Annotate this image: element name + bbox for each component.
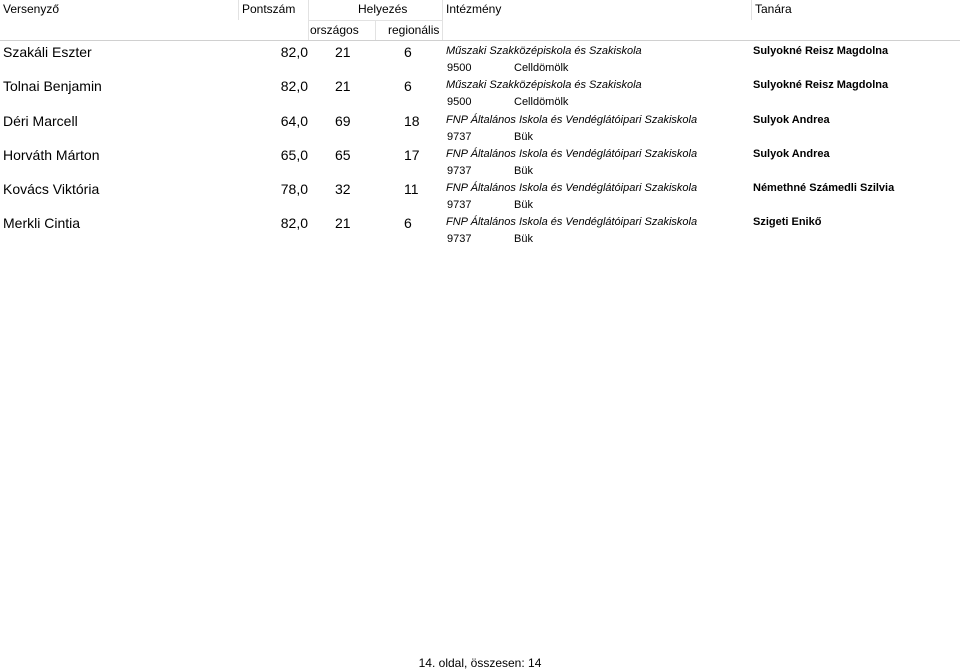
teacher: Sulyokné Reisz Magdolna xyxy=(753,79,889,91)
national-rank: 32 xyxy=(335,181,351,197)
institution: Műszaki Szakközépiskola és Szakiskola xyxy=(446,79,642,91)
teacher: Sulyokné Reisz Magdolna xyxy=(753,45,889,57)
header-pontszam: Pontszám xyxy=(242,2,296,16)
score: 82,0 xyxy=(280,78,308,94)
zip-code: 9500 xyxy=(447,96,472,108)
score: 82,0 xyxy=(280,215,308,231)
teacher: Sulyok Andrea xyxy=(753,114,830,126)
header-helyezes: Helyezés xyxy=(358,2,408,16)
header-divider xyxy=(375,20,376,40)
regional-rank: 6 xyxy=(404,215,412,231)
competitor-name: Kovács Viktória xyxy=(3,181,100,197)
national-rank: 21 xyxy=(335,78,351,94)
competitor-name: Merkli Cintia xyxy=(3,215,81,231)
teacher: Sulyok Andrea xyxy=(753,148,830,160)
zip-code: 9737 xyxy=(447,233,472,245)
national-rank: 65 xyxy=(335,147,351,163)
institution: Műszaki Szakközépiskola és Szakiskola xyxy=(446,45,642,57)
header-divider xyxy=(308,20,309,40)
table-row xyxy=(0,42,960,76)
table-row xyxy=(0,145,960,179)
header-intezmeny: Intézmény xyxy=(446,2,502,16)
institution: FNP Általános Iskola és Vendéglátóipari Szakiskola xyxy=(446,216,698,228)
header-versenyzo: Versenyző xyxy=(3,2,60,16)
table-header xyxy=(0,0,960,41)
city: Celldömölk xyxy=(514,96,569,108)
zip-code: 9737 xyxy=(447,199,472,211)
header-divider xyxy=(442,20,443,40)
header-divider xyxy=(238,0,239,20)
zip-code: 9500 xyxy=(447,62,472,74)
teacher: Szigeti Enikő xyxy=(753,216,822,228)
zip-code: 9737 xyxy=(447,131,472,143)
header-orszagos: országos xyxy=(310,23,359,37)
institution: FNP Általános Iskola és Vendéglátóipari Szakiskola xyxy=(446,148,698,160)
competitor-name: Szakáli Eszter xyxy=(3,44,92,60)
city: Celldömölk xyxy=(514,62,569,74)
national-rank: 69 xyxy=(335,113,351,129)
header-divider xyxy=(442,0,443,20)
header-subline xyxy=(308,20,442,21)
institution: FNP Általános Iskola és Vendéglátóipari Szakiskola xyxy=(446,182,698,194)
regional-rank: 6 xyxy=(404,44,412,60)
city: Bük xyxy=(514,199,533,211)
regional-rank: 18 xyxy=(404,113,420,129)
table-row xyxy=(0,111,960,145)
national-rank: 21 xyxy=(335,215,351,231)
regional-rank: 6 xyxy=(404,78,412,94)
table-row xyxy=(0,213,960,247)
table-row xyxy=(0,76,960,110)
competitor-name: Déri Marcell xyxy=(3,113,78,129)
zip-code: 9737 xyxy=(447,165,472,177)
competitor-name: Tolnai Benjamin xyxy=(3,78,102,94)
score: 64,0 xyxy=(280,113,308,129)
city: Bük xyxy=(514,165,533,177)
institution: FNP Általános Iskola és Vendéglátóipari Szakiskola xyxy=(446,114,698,126)
city: Bük xyxy=(514,233,533,245)
table-row xyxy=(0,179,960,213)
score: 78,0 xyxy=(280,181,308,197)
competitor-name: Horváth Márton xyxy=(3,147,100,163)
score: 82,0 xyxy=(280,44,308,60)
regional-rank: 11 xyxy=(404,181,419,197)
header-regionalis: regionális xyxy=(388,23,440,37)
score: 65,0 xyxy=(280,147,308,163)
header-tanara: Tanára xyxy=(755,2,792,16)
header-divider xyxy=(751,0,752,20)
national-rank: 21 xyxy=(335,44,351,60)
regional-rank: 17 xyxy=(404,147,420,163)
header-divider xyxy=(308,0,309,20)
page-footer: 14. oldal, összesen: 14 xyxy=(418,656,542,670)
city: Bük xyxy=(514,131,533,143)
teacher: Némethné Számedli Szilvia xyxy=(753,182,895,194)
